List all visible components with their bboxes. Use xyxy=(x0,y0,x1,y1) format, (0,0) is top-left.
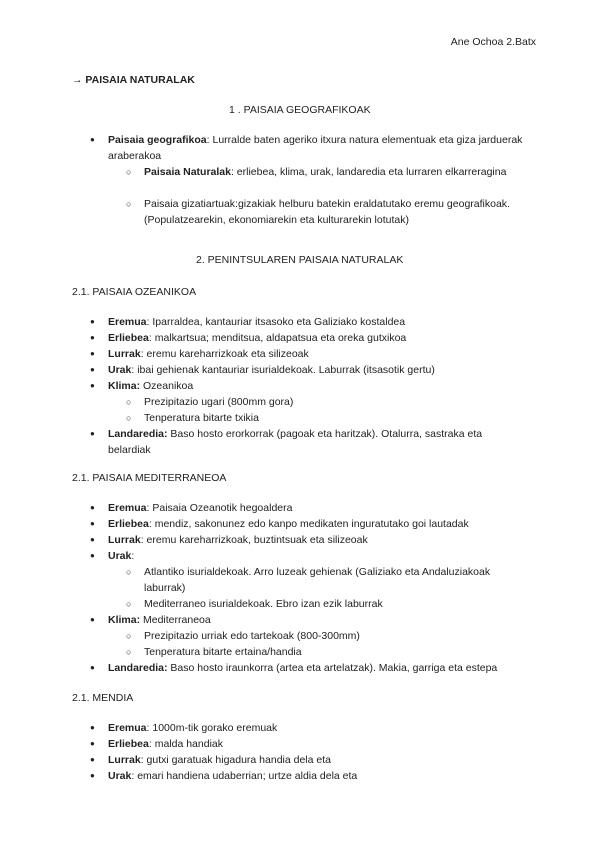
definition: : eremu kareharrizkoak eta silizeoak xyxy=(140,348,309,360)
definition: Ozeanikoa xyxy=(140,380,194,392)
sub-item-tenperatura: ○ Tenperatura bitarte txikia xyxy=(144,410,514,426)
term: Paisaia geografikoa xyxy=(108,134,207,146)
term: Eremua xyxy=(108,502,147,514)
term: Klima: xyxy=(108,380,141,392)
subsection-mediterraneoa-heading: 2.1. PAISAIA MEDITERRANEOA xyxy=(72,472,227,484)
term: Erliebea xyxy=(108,332,149,344)
list-item-landaredia xyxy=(108,660,538,676)
term: Landaredia: xyxy=(108,428,168,440)
term: Erliebea xyxy=(108,518,149,530)
list-item-klima xyxy=(108,612,538,628)
definition: : erliebea, klima, urak, landaredia eta lurraren elkarreragina xyxy=(230,166,507,178)
definition: : Lurralde baten ageriko itxura natura elementuak eta giza jarduerak araberakoa xyxy=(108,134,523,162)
subsection-mendia-heading: 2.1. MENDIA xyxy=(72,692,134,704)
definition: : xyxy=(131,550,135,562)
definition: : Iparraldea, kantauriar itsasoko eta Galiziako kostaldea xyxy=(146,316,406,328)
definition: : gutxi garatuak higadura handia dela eta xyxy=(140,754,331,766)
definition: : ibai gehienak kantauriar isurialdekoak. Laburrak (itsasotik gertu) xyxy=(131,364,435,376)
sub-item-prezipitazioa: ○ Prezipitazio urriak edo tartekoak (800-300mm) xyxy=(144,628,514,644)
list-item-urak xyxy=(108,548,538,564)
definition: Baso hosto erorkorrak (pagoak eta haritzak). Otalurra, sastraka eta belardiak xyxy=(108,428,483,456)
term: Urak xyxy=(108,550,132,562)
definition: : Paisaia Ozeanotik hegoaldera xyxy=(146,502,293,514)
sub-item-tenperatura: ○ Tenperatura bitarte ertaina/handia xyxy=(144,644,514,660)
sub-item-mediterraneo: ○ Mediterraneo isurialdekoak. Ebro izan ezik laburrak xyxy=(144,596,514,612)
definition: Baso hosto iraunkorra (artea eta artelatzak). Makia, garriga eta estepa xyxy=(167,662,498,674)
list-item-erliebea xyxy=(108,736,538,752)
term: Lurrak xyxy=(108,348,141,360)
sub-item-atlantiko: ○ Atlantiko isurialdekoak. Arro luzeak gehienak (Galiziako eta Andaluziakoak laburrak) xyxy=(144,564,514,596)
list-item-urak xyxy=(108,768,538,784)
term: Lurrak xyxy=(108,534,141,546)
definition: : eremu kareharrizkoak, buztintsuak eta silizeoak xyxy=(140,534,368,546)
list-item-eremua xyxy=(108,314,538,330)
list-item-lurrak xyxy=(108,346,538,362)
list-item-eremua xyxy=(108,720,538,736)
term: Paisaia Naturalak xyxy=(144,166,231,178)
subsection-ozeanikoa-heading: 2.1. PAISAIA OZEANIKOA xyxy=(72,286,197,298)
definition: : malkartsua; menditsua, aldapatsua eta oreka gutxikoa xyxy=(148,332,407,344)
definition: Mediterraneoa xyxy=(140,614,211,626)
definition: : mendiz, sakonunez edo kanpo medikaten inguratutako goi lautadak xyxy=(148,518,469,530)
list-item-erliebea xyxy=(108,330,538,346)
term: Erliebea xyxy=(108,738,149,750)
term: Lurrak xyxy=(108,754,141,766)
list-item-landaredia xyxy=(108,426,508,458)
definition: : 1000m-tik gorako eremuak xyxy=(146,722,278,734)
sub-item-paisaia-gizatiartuak: ○ Paisaia gizatiartuak:gizakiak helburu batekin eraldatutako eremu geografikoak. (Populatzearekin, ekonomiarekin eta kulturarekin lotutak) xyxy=(144,196,514,228)
sub-item-paisaia-naturalak xyxy=(144,164,514,180)
term: Urak xyxy=(108,770,132,782)
section-1-heading: 1 . PAISAIA GEOGRAFIKOAK xyxy=(229,104,371,116)
definition: : emari handiena udaberrian; urtze aldia dela eta xyxy=(131,770,358,782)
author-header: Ane Ochoa 2.Batx xyxy=(450,36,536,48)
sub-item-prezipitazioa: ○ Prezipitazio ugari (800mm gora) xyxy=(144,394,514,410)
term: Klima: xyxy=(108,614,141,626)
section-2-heading: 2. PENINTSULAREN PAISAIA NATURALAK xyxy=(196,254,404,266)
list-item-urak xyxy=(108,362,538,378)
list-item-lurrak xyxy=(108,532,538,548)
list-item-erliebea xyxy=(108,516,538,532)
list-item-lurrak xyxy=(108,752,538,768)
document-title: → PAISAIA NATURALAK xyxy=(72,74,195,86)
term: Eremua xyxy=(108,316,147,328)
list-item-klima xyxy=(108,378,538,394)
term: Landaredia: xyxy=(108,662,168,674)
list-item-paisaia-geografikoa xyxy=(108,132,538,164)
definition: : malda handiak xyxy=(148,738,223,750)
term: Urak xyxy=(108,364,132,376)
list-item-eremua xyxy=(108,500,538,516)
term: Eremua xyxy=(108,722,147,734)
